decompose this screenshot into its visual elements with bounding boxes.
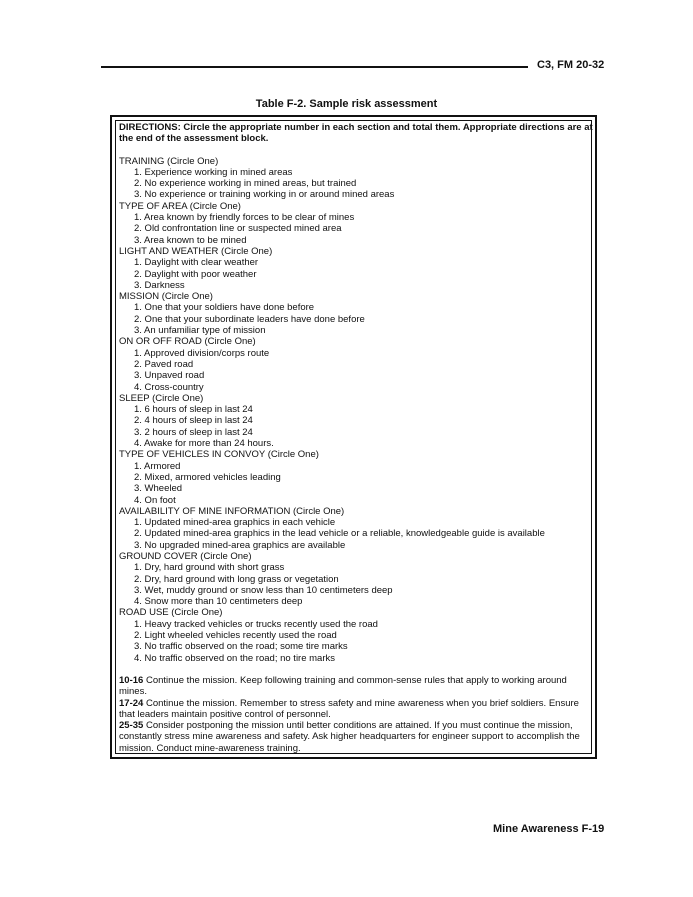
option-item: 2. Paved road [134,358,194,370]
section-road-use [119,607,593,663]
option-item: 3. No experience or training working in or around mined areas [134,189,395,201]
option-item: 3. Wet, muddy ground or snow less than 10 centimeters deep [134,584,393,596]
section-heading: MISSION (Circle One) [119,291,213,303]
section-heading: ON OR OFF ROAD (Circle One) [119,336,256,348]
section-heading: SLEEP (Circle One) [119,392,204,404]
guidance-10-16 [119,675,593,698]
option-item: 3. Area known to be mined [134,234,247,246]
option-item: 1. Heavy tracked vehicles or trucks recently used the road [134,618,378,630]
section-mission [119,291,593,336]
option-item: 4. On foot [134,494,176,506]
section-light-and-weather [119,246,593,291]
option-item: 4. No traffic observed on the road; no tire marks [134,652,336,664]
section-sleep [119,393,593,449]
option-item: 4. Snow more than 10 centimeters deep [134,596,303,608]
directions-text: DIRECTIONS: Circle the appropriate number in each section and total them. Appropriate directions are at the end of the assessment block. [119,122,593,145]
option-item: 1. Experience working in mined areas [134,166,293,178]
option-item: 2. One that your subordinate leaders have done before [134,313,365,325]
option-item: 1. Armored [134,460,181,472]
option-item: 4. Awake for more than 24 hours. [134,438,274,450]
option-item: 2. No experience working in mined areas, but trained [134,178,357,190]
option-item: 4. Cross-country [134,381,204,393]
option-item: 3. Darkness [134,279,185,291]
option-item: 3. Wheeled [134,483,183,495]
guidance-17-24 [119,698,593,721]
section-type-of-area [119,201,593,246]
section-on-or-off-road [119,336,593,392]
section-heading: LIGHT AND WEATHER (Circle One) [119,245,273,257]
option-item: 1. One that your soldiers have done before [134,302,315,314]
option-item: 2. Daylight with poor weather [134,268,257,280]
option-item: 1. Updated mined-area graphics in each vehicle [134,517,336,529]
section-mine-information [119,506,593,551]
option-item: 2. Dry, hard ground with long grass or vegetation [134,573,339,585]
guidance-range: 10-16 [119,674,144,686]
risk-assessment-content [119,122,593,754]
option-item: 1. Area known by friendly forces to be clear of mines [134,212,355,224]
option-item: 2. Light wheeled vehicles recently used the road [134,630,337,642]
section-heading: TYPE OF AREA (Circle One) [119,200,241,212]
option-item: 3. 2 hours of sleep in last 24 [134,426,253,438]
option-item: 3. Unpaved road [134,370,205,382]
section-heading: ROAD USE (Circle One) [119,607,223,619]
guidance-text: Continue the mission. Keep following training and common-sense rules that apply to working around mines. [119,674,567,698]
section-ground-cover [119,551,593,607]
option-item: 2. Mixed, armored vehicles leading [134,471,281,483]
guidance-text: Consider postponing the mission until better conditions are attained. If you must continue the mission, constantly stress mine awareness and safety. Ask higher headquarters for engineer support to accomplish the mission. Conduct mine-awareness training. [119,720,580,754]
section-type-of-vehicles [119,449,593,505]
section-heading: AVAILABILITY OF MINE INFORMATION (Circle One) [119,505,345,517]
guidance-range: 25-35 [119,720,144,732]
section-heading: TYPE OF VEHICLES IN CONVOY (Circle One) [119,449,319,461]
guidance-range: 17-24 [119,697,144,709]
page-footer: Mine Awareness F-19 [493,823,605,835]
guidance-text: Continue the mission. Remember to stress safety and mine awareness when you brief soldiers. Ensure that leaders maintain positive control of personnel. [119,697,579,720]
option-item: 3. No traffic observed on the road; some tire marks [134,641,348,653]
option-item: 3. No upgraded mined-area graphics are available [134,539,346,551]
option-item: 1. Daylight with clear weather [134,257,259,269]
option-item: 1. 6 hours of sleep in last 24 [134,404,253,416]
option-item: 3. An unfamiliar type of mission [134,325,266,337]
section-heading: GROUND COVER (Circle One) [119,550,252,562]
section-training [119,156,593,201]
option-item: 2. 4 hours of sleep in last 24 [134,415,253,427]
option-item: 1. Dry, hard ground with short grass [134,562,285,574]
header-reference: C3, FM 20-32 [537,59,605,71]
option-item: 1. Approved division/corps route [134,347,270,359]
guidance-25-35 [119,720,593,754]
header-rule [101,66,528,68]
section-heading: TRAINING (Circle One) [119,155,219,167]
option-item: 2. Updated mined-area graphics in the lead vehicle or a reliable, knowledgeable guide is available [134,528,545,540]
option-item: 2. Old confrontation line or suspected mined area [134,223,342,235]
table-title: Table F-2. Sample risk assessment [255,98,438,110]
